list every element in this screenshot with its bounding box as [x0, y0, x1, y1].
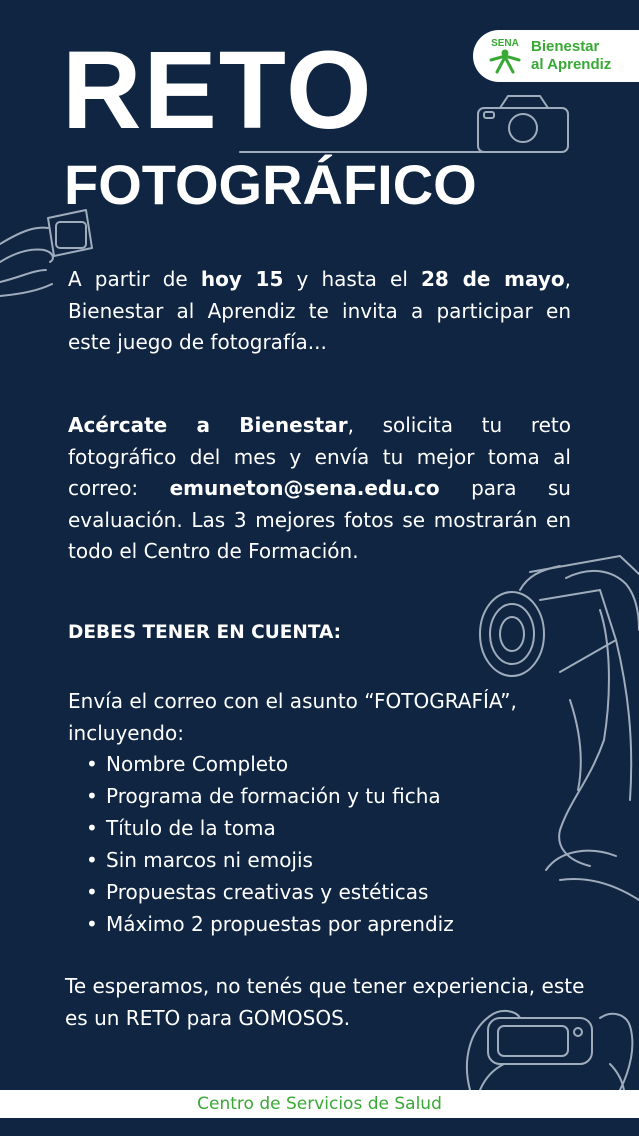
- title-line1: RETO: [62, 29, 374, 152]
- requirements-heading: DEBES TENER EN CUENTA:: [68, 622, 342, 643]
- list-item: • Programa de formación y tu ficha: [86, 780, 454, 812]
- requirements-list: [86, 748, 454, 940]
- closing-text: Te esperamos, no tenés que tener experiencia, este es un RETO para GOMOSOS.: [65, 974, 585, 1030]
- list-item: • Nombre Completo: [86, 748, 454, 780]
- sena-bienestar-logo: [473, 30, 639, 82]
- start-date: hoy 15: [200, 267, 284, 291]
- footer-text: Centro de Servicios de Salud: [197, 1094, 442, 1114]
- logo-text-line1: Bienestar: [531, 38, 600, 55]
- list-item: • Título de la toma: [86, 812, 454, 844]
- camera-outline-icon: [478, 96, 568, 152]
- email-address[interactable]: emuneton@sena.edu.co: [169, 476, 440, 500]
- svg-text:SENA: SENA: [491, 38, 519, 49]
- list-item: • Máximo 2 propuestas por aprendiz: [86, 908, 454, 940]
- call-to-action: Acércate a Bienestar: [68, 413, 348, 437]
- text-span: , Bienestar al Aprendiz te invita a participar en este juego de fotografía...: [68, 267, 572, 354]
- logo-text-line2: al Aprendiz: [531, 56, 612, 73]
- list-item: • Sin marcos ni emojis: [86, 844, 454, 876]
- list-item: • Propuestas creativas y estéticas: [86, 876, 454, 908]
- end-date: 28 de mayo: [421, 267, 565, 291]
- instructions-paragraph: [68, 410, 571, 568]
- requirements-intro: Envía el correo con el asunto “FOTOGRAFÍA”, incluyendo:: [68, 689, 517, 745]
- text-span: A partir de: [68, 267, 201, 291]
- text-span: para su evaluación. Las 3 mejores fotos se mostrarán en todo el Centro de Formación.: [68, 476, 571, 563]
- title-line2: FOTOGRÁFICO: [64, 153, 477, 216]
- intro-paragraph: [68, 264, 571, 359]
- text-span: y hasta el: [283, 267, 422, 291]
- sena-logo-icon: [483, 36, 527, 76]
- text-span: , solicita tu reto fotográfico del mes y envía tu mejor toma al correo:: [68, 413, 571, 500]
- footer-bar: [0, 1090, 639, 1118]
